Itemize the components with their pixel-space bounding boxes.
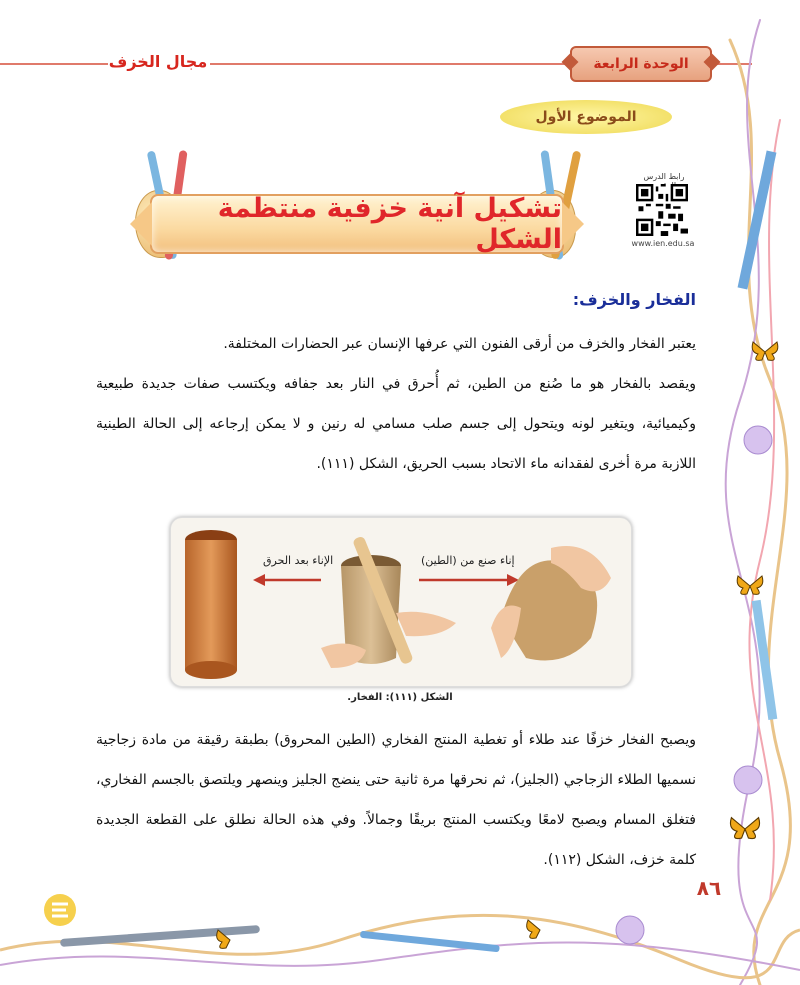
paragraph-intro: يعتبر الفخار والخزف من أرقى الفنون التي عرفها الإنسان عبر الحضارات المختلفة. [223, 336, 696, 352]
qr-code-icon[interactable] [636, 184, 688, 236]
butterfly-icon [750, 340, 780, 364]
field-title: مجال الخزف [108, 52, 208, 71]
qr-label: رابط الدرس [643, 172, 685, 181]
butterfly-icon [728, 815, 762, 843]
header-rule-left [0, 63, 108, 65]
paragraph-pottery-definition: ويقصد بالفخار هو ما صُنع من الطين، ثم أُحرق في النار بعد جفافه ويكتسب صفات جديدة طبيعية وكيميائية، ويتغير لونه ويتحول إلى جسم صلب مسامي له رنين و لا يمكن إرجاعه إلى الحالة الطينية اللازبة مرة أخرى لفقدانه ماء الاتحاد بسبب الحريق، الشكل (١١١). [96, 376, 696, 472]
decorative-bottom-border [0, 880, 800, 985]
qr-url[interactable]: www.ien.edu.sa [631, 239, 695, 248]
figure-label-after-firing: الإناء بعد الحرق [263, 554, 334, 567]
pottery-figure [170, 517, 632, 687]
section-heading: الفخار والخزف: [572, 290, 696, 309]
corner-logo-icon [40, 890, 80, 930]
header-rule-middle [210, 63, 566, 65]
unit-banner: الوحدة الرابعة [570, 46, 712, 82]
figure-label-clay-vessel: إناء صنع من (الطين) [421, 554, 515, 567]
pottery-illustration [171, 518, 631, 686]
topic-label: الموضوع الأول [500, 100, 672, 134]
lesson-title: تشكيل آنية خزفية منتظمة الشكل [150, 194, 564, 254]
butterfly-icon [735, 574, 765, 598]
figure-caption: الشكل (١١١): الفخار. [347, 692, 453, 703]
paragraph-ceramic-definition: ويصبح الفخار خزفًا عند طلاء أو تغطية المنتج الفخاري (الطين المحروق) بطبقة رقيقة من مادة زجاجية نسميها الطلاء الزجاجي (الجليز)، ثم نحرقها مرة ثانية حتى ينضج الجليز وينصهر ويلتصق بالجسم الفخاري، فتغلق المسام ويصبح لامعًا ويكتسب المنتج بريقًا وجمالاً. وفي هذه الحالة نطلق على القطعة الجديدة كلمة خزف، الشكل (١١٢). [96, 732, 696, 868]
page-number: ٨٦ [696, 876, 722, 900]
